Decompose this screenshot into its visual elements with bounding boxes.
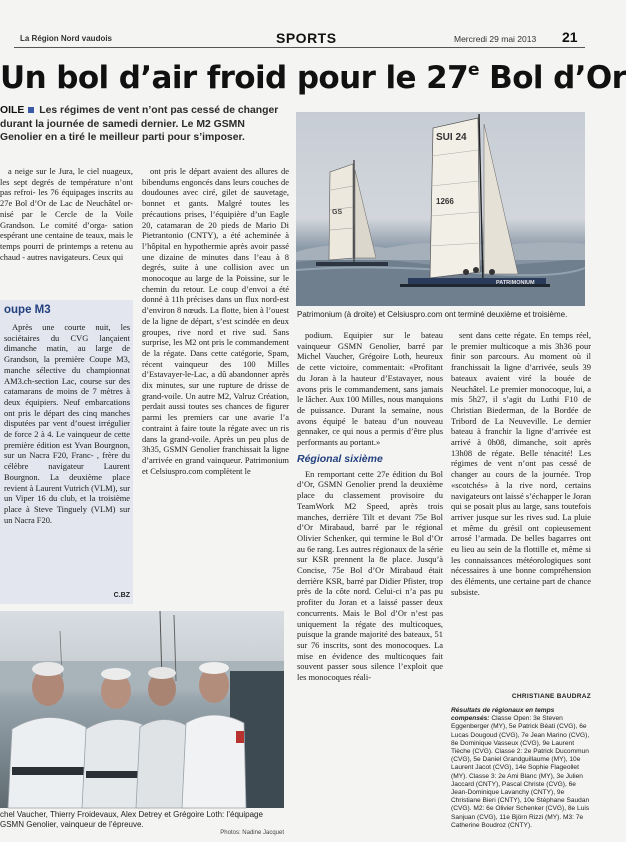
coupe-box-body xyxy=(4,322,130,592)
photo-crew xyxy=(0,611,284,808)
results-text: Classe Open: 3e Steven Eggenberger (MY), 5e Patrick Béati (CVG), 6e Lucas Dougoud (CVG), 7e Jean Marino (CVG), 8e Dominique Vasseux (CVG), 9e Laurent Tièche (CVG). Classe 2: 2e Patrick Ducommun (CVG), 5e Daniel Grandguillaume (MY), 10e Laurent Jacot (CVG), 14e Sophie Flageollet (MY). Classe 3: 2e Ami Blanc (MY), 3e Julien Jaccard (CNTY), Pascal Christe (CVG), 6e Jean-Dominique Lavanchy (CNTY), 9e Christiane Bieri (CNTY), 10e Stéphane Saudan (CVG). M2: 6e Olivier Schenker (CVG), 8e Luis Sanjuan (CVG), 11e Björn Rizzi (MY). M3: 7e Catherine Boudroz (CNTY). xyxy=(451,715,590,829)
results-box xyxy=(451,707,591,840)
article-column-3 xyxy=(297,330,443,840)
caption-text: chel Vaucher, Thierry Froidevaux, Alex Detrey et Grégoire Loth: l’équipage GSMN Genolier, vainqueur de l’épreuve. xyxy=(0,810,263,829)
headline-text: Un bol d’air froid pour le 27 xyxy=(0,60,469,96)
author-signature: CHRISTIANE BAUDRAZ xyxy=(511,693,591,700)
newspaper-name: La Région Nord vaudois xyxy=(20,34,113,43)
sail-number-left: GS xyxy=(332,209,343,216)
photo-caption-top: Patrimonium (à droite) et Celsiuspro.com ont terminé deuxième et troisième. xyxy=(297,310,568,319)
article-column-2 xyxy=(142,166,289,590)
article-column-4 xyxy=(451,330,591,688)
photo-caption-bottom xyxy=(0,810,284,837)
article-paragraph: ont pris le départ avaient des allures de bibendums engoncés dans leurs couches de doudounes avec ciré, gilet de sauvetage, bonnet et gants. Malgré toutes les précautions prises, l’équipière d’un Eagle 20, catamaran de 20 pieds de Mario Di Pietrantonio (CNTY), a été acheminée à l’hôpital en hypothermie après avoir passé une dizaine de minutes dans l’eau à 8 degrés, suite à une collision avec un monocoque au large de la Poissine, sur le chemin du retour. Le coup d’envoi a été donné à 11h précises dans un flux nord-est d’environ 8 nœuds. La flotte, bien à l’ouest de la ligne de départ, s’est scindée en deux groupes, rive nord et rive sud. Sans surprise, les M2 ont pris le commandement de la régate. Dans cette catégorie, Spam, récent vainqueur des 100 Milles d’Estavayer-le-Lac, a dû abandonner après dix minutes, sur une rupture de drisse de grand-voile. Un autre M2, Valruz Création, perdait aussi toutes ses chances de figurer parmi les premiers car une avarie l’a contraint à faire toute la régate avec un ris dans la grand-voile. Après un peu plus de 3h35, GSMN Genolier franchissait la ligne d’arrivée en grand vainqueur. Patrimonium et Celsiuspro.com complètent le xyxy=(142,166,289,476)
article-column-1 xyxy=(0,166,133,314)
sail-number-right: SUI 24 xyxy=(436,132,467,143)
catamarans-illustration xyxy=(296,112,585,306)
crew-illustration xyxy=(0,611,284,808)
coupe-box-text: Après une courte nuit, les sociétaires du CVG lançaient dimanche matin, au large de Grandson, la première Coupe M3, manche sélective du championnat AM3.ch-section Lac, course sur des catamarans de moins de 7 mètres à deux équipiers. Neuf embarcations ont pris le départ des cinq manches disputées par vent d’ouest irrégulier de force 2 à 4. Le vainqueur de cette première édition est Yvan Bourgnon, sur un Nacra F20, Franc- , frère du célèbre navigateur Laurent Bourgnon. La deuxième place revient à Laurent Vutrich (VLM), sur un Viper 16 du club, et la troisième place à Steve Tinguely (VLM) sur un Nacra F20. xyxy=(4,322,130,525)
headline-text-end: Bol d’Or xyxy=(478,60,626,96)
lead-paragraph xyxy=(0,104,288,145)
running-header xyxy=(14,28,585,48)
article-paragraph: En remportant cette 27e édition du Bol d’Or, GSMN Genolier prend la deuxième place du classement provisoire du TeamWork M2 Speed, après trois manches, derrière Tilt et devant 75e Bol d’Or Mirabaud, barré par le régional Olivier Schenker, qui termine le Bol d’Or au 6e rang. Les autres régionaux de la série sur KSR prennent la 8e place. Jusqu’à Concise, 75e Bol d’Or Mirabaud était derrière KSR, barré par Didier Pfister, trop près de la côte nord. Celui-ci n’a pas pu profiter du Joran et a laissé passer deux concurrents. Mais le Bol d’Or n’est pas uniquement la régate des multicoques, puisque la grande majorité des bateaux, 51 sur 76 inscrits, sont des monocoques. La mise en évidence des multicoques fait souvent passer sous silence l’exploit que les monocoques réali- xyxy=(297,468,443,683)
lead-kicker: OILE xyxy=(0,105,25,116)
headline xyxy=(0,60,626,96)
photo-credit: Photos: Nadine Jacquet xyxy=(220,830,284,836)
coupe-m3-box xyxy=(0,300,133,604)
hull-name: PATRIMONIUM xyxy=(496,280,535,286)
lead-text: Les régimes de vent n’ont pas cessé de changer durant la journée de samedi dernier. Le M2 GSMN Genolier en a tiré le meilleur parti pour s’imposer. xyxy=(0,105,279,143)
sail-number-right-mid: 1266 xyxy=(436,197,454,206)
coupe-box-title: oupe M3 xyxy=(4,304,51,316)
article-paragraph: podium. Equipier sur le bateau vainqueur GSMN Genolier, barré par Michel Vaucher, Grégoire Loth, heureux de cette victoire, commentait: «Profitant du Joran à la hauteur d’Estavayer, nous avons pris le commandement, sans jamais le lâcher. Aux 100 Milles, nous manquions de puissance. Durant la semaine, nous avons équipé le bateau d’un nouveau gennaker, ce qui nous a permis d’être plus performants au portant.» xyxy=(297,330,443,448)
results-title: Résultats de régionaux en temps compensés: xyxy=(451,707,555,723)
coupe-box-signature: C.BZ xyxy=(113,592,130,599)
article-paragraph: sent dans cette régate. En temps réel, le premier multicoque a mis 3h36 pour finir son parcours. Au moment où il franchissait la ligne d’arrivée, seuls 39 bateaux avaient viré la bouée de Neuchâtel. Le premier monocoque, lui, a mis 5h27, il s’agit du Luthi F10 de Christian Biederman, de la Bordée de Tribord de La Neuveville. Le dernier bateau à franchir la ligne d’arrivée est arrivé à 0h08, dimanche, soit après 13h08 de régate. Belle ténacité! Les régimes de vent n’ont pas cessé de changer au cours de la journée. Trop «scotchés» à la rive nord, certains navigateurs ont laissé s’échapper le Joran qui se posait plus au large, sans toutefois arriver jusque sur les rives sud. La pluie et même du grésil ont copieusement arrosé l’armada. De belles bagarres ont eu lieu au sein de la flottille et, même si les connaissances météorologiques sont nécessaires à une bonne compréhension des éléments, une certaine part de chance subsiste. xyxy=(451,330,591,597)
photo-sailing-catamarans xyxy=(296,112,585,306)
article-paragraph: a neige sur le Jura, le ciel nuageux, les sept degrés de température n’ont pas refroi- les 76 équipages inscrits au 27e Bol d’Or de Lac de Neuchâtel or- nisé par le Cercle de la Voile Grandson. Le comité d’orga- sation espérant une centaine de teaux, mais le temps pourri de printemps a retenu au chaud - autres navigateurs. Ceux qui xyxy=(0,166,133,262)
issue-date: Mercredi 29 mai 2013 xyxy=(454,34,537,44)
page-number: 21 xyxy=(562,29,578,45)
square-bullet-icon xyxy=(28,107,34,113)
intertitle: Régional sixième xyxy=(297,452,383,465)
headline-superscript: e xyxy=(468,60,479,80)
section-title: SPORTS xyxy=(276,30,337,46)
